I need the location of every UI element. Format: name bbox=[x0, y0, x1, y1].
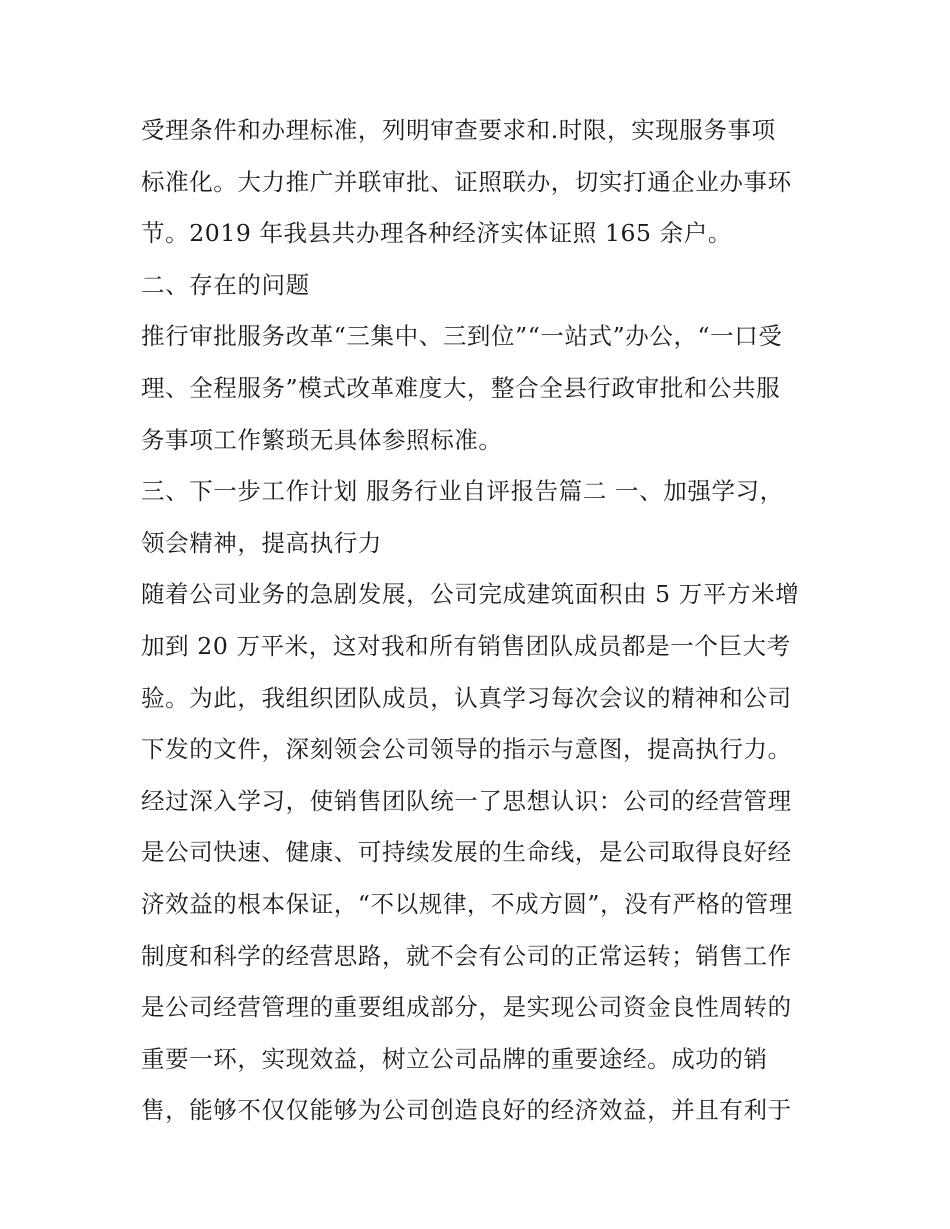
text-line: 加到 20 万平米，这对我和所有销售团队成员都是一个巨大考 bbox=[141, 631, 791, 660]
text-line: 下发的文件，深刻领会公司领导的指示与意图，提高执行力。 bbox=[141, 735, 792, 764]
text-line: 标准化。大力推广并联审批、证照联办，切实打通企业办事环 bbox=[141, 167, 792, 196]
text-line: 制度和科学的经营思路，就不会有公司的正常运转；销售工作 bbox=[141, 941, 792, 970]
text-line: 是公司快速、健康、可持续发展的生命线，是公司取得良好经 bbox=[141, 838, 792, 867]
text-line: 务事项工作繁琐无具体参照标准。 bbox=[141, 425, 503, 454]
document-body bbox=[141, 105, 821, 1137]
text-line: 经过深入学习，使销售团队统一了思想认识：公司的经营管理 bbox=[141, 786, 792, 815]
text-line: 理、全程服务”模式改革难度大，整合全县行政审批和公共服 bbox=[141, 373, 781, 402]
section-heading: 领会精神，提高执行力 bbox=[141, 528, 382, 557]
text-line: 受理条件和办理标准，列明审查要求和.时限，实现服务事项 bbox=[141, 116, 776, 144]
section-heading: 二、存在的问题 bbox=[141, 270, 310, 299]
text-line: 济效益的根本保证，“不以规律，不成方圆”，没有严格的管理 bbox=[141, 889, 793, 918]
text-line: 验。为此，我组织团队成员，认真学习每次会议的精神和公司 bbox=[141, 683, 792, 712]
text-line: 随着公司业务的急剧发展，公司完成建筑面积由 5 万平方米增 bbox=[141, 580, 800, 609]
text-line: 重要一环，实现效益，树立公司品牌的重要途经。成功的销 bbox=[141, 1044, 768, 1073]
text-line: 推行审批服务改革“三集中、三到位”“一站式”办公，“一口受 bbox=[141, 322, 783, 351]
text-line: 售，能够不仅仅能够为公司创造良好的经济效益，并且有利于 bbox=[141, 1096, 792, 1125]
text-line: 是公司经营管理的重要组成部分，是实现公司资金良性周转的 bbox=[141, 993, 792, 1022]
text-line: 节。2019 年我县共办理各种经济实体证照 165 余户。 bbox=[141, 219, 732, 248]
section-heading: 三、下一步工作计划 服务行业自评报告篇二 一、加强学习， bbox=[141, 477, 784, 506]
